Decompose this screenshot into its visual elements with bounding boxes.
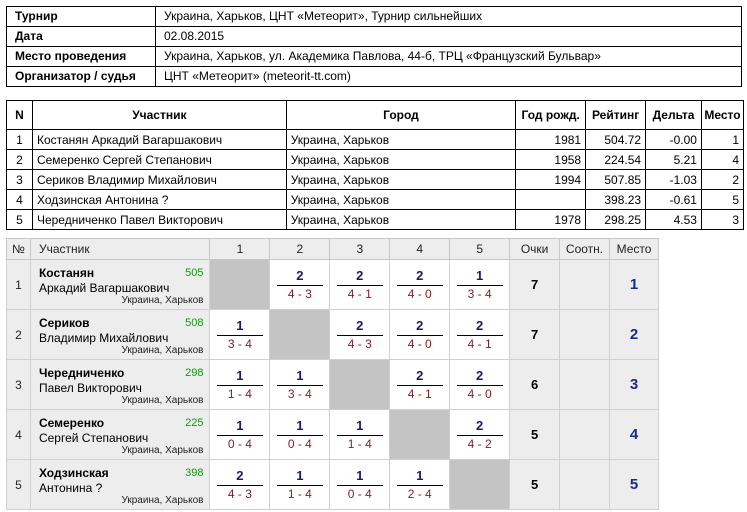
match-result-cell bbox=[450, 260, 510, 310]
participants-header-row bbox=[7, 101, 744, 130]
match-points: 1 bbox=[296, 417, 304, 433]
table-row bbox=[7, 410, 659, 460]
participant-rating: 508 bbox=[185, 317, 204, 329]
info-value: Украина, Харьков, ЦНТ «Метеорит», Турнир сильнейших bbox=[156, 7, 742, 27]
match-points: 1 bbox=[296, 367, 304, 383]
delta: -1.03 bbox=[646, 170, 702, 190]
table-row bbox=[7, 260, 659, 310]
result-divider bbox=[337, 285, 383, 286]
participant-surname: Семеренко bbox=[38, 416, 105, 430]
participant-city: Украина, Харьков bbox=[121, 395, 204, 406]
match-points: 2 bbox=[356, 317, 364, 333]
participant-name: Чередниченко Павел Викторович bbox=[32, 210, 286, 230]
participant-name: Сериков Владимир Михайлович bbox=[32, 170, 286, 190]
row-number: 3 bbox=[7, 360, 31, 410]
col-header-points: Очки bbox=[510, 239, 560, 260]
match-points: 2 bbox=[236, 467, 244, 483]
total-points: 5 bbox=[510, 460, 560, 510]
match-score: 4 - 3 bbox=[347, 336, 372, 351]
tournament-info-table bbox=[6, 6, 742, 87]
match-points: 1 bbox=[356, 417, 364, 433]
row-number: 4 bbox=[7, 410, 31, 460]
participant-rating: 298 bbox=[185, 367, 204, 379]
result-divider bbox=[397, 335, 443, 336]
table-row bbox=[7, 310, 659, 360]
birth-year: 1978 bbox=[516, 210, 586, 230]
result-divider bbox=[397, 485, 443, 486]
match-points: 2 bbox=[416, 367, 424, 383]
row-number: 5 bbox=[7, 210, 33, 230]
match-points: 1 bbox=[356, 467, 364, 483]
info-label: Турнир bbox=[7, 7, 156, 27]
match-points: 1 bbox=[476, 267, 484, 283]
match-points: 2 bbox=[296, 267, 304, 283]
col-header-opponent-2: 2 bbox=[270, 239, 330, 260]
match-score: 4 - 1 bbox=[407, 386, 432, 401]
final-place: 1 bbox=[609, 260, 658, 310]
participant-city: Украина, Харьков bbox=[286, 170, 516, 190]
birth-year: 1981 bbox=[516, 130, 586, 150]
result-divider bbox=[217, 435, 263, 436]
match-points: 1 bbox=[236, 417, 244, 433]
table-row bbox=[7, 170, 744, 190]
info-label: Организатор / судья bbox=[7, 67, 156, 87]
col-header-number: № bbox=[7, 239, 31, 260]
diagonal-cell bbox=[270, 310, 330, 360]
col-header-birth-year: Год рожд. bbox=[516, 101, 586, 130]
match-score: 0 - 4 bbox=[227, 436, 252, 451]
cross-results-table bbox=[6, 238, 659, 510]
participant-name: Семеренко Сергей Степанович bbox=[32, 150, 286, 170]
birth-year: 1958 bbox=[516, 150, 586, 170]
delta: 5.21 bbox=[646, 150, 702, 170]
result-divider bbox=[277, 485, 323, 486]
result-divider bbox=[457, 435, 503, 436]
match-points: 1 bbox=[416, 467, 424, 483]
place: 4 bbox=[701, 150, 743, 170]
match-result-cell bbox=[450, 310, 510, 360]
result-divider bbox=[397, 285, 443, 286]
col-header-opponent-4: 4 bbox=[390, 239, 450, 260]
match-score: 3 - 4 bbox=[287, 386, 312, 401]
participant-given-name: Павел Викторович bbox=[38, 381, 142, 395]
participant-cell bbox=[30, 260, 210, 310]
match-points: 2 bbox=[416, 317, 424, 333]
participant-surname: Костанян bbox=[38, 266, 95, 280]
match-points: 2 bbox=[476, 317, 484, 333]
match-result-cell bbox=[450, 410, 510, 460]
match-score: 1 - 4 bbox=[347, 436, 372, 451]
participant-given-name: Владимир Михайлович bbox=[38, 331, 169, 345]
ratio-value bbox=[560, 260, 610, 310]
match-score: 4 - 0 bbox=[467, 386, 492, 401]
participants-table bbox=[6, 100, 744, 230]
participant-given-name: Антонина ? bbox=[38, 481, 103, 495]
match-points: 2 bbox=[356, 267, 364, 283]
match-score: 1 - 4 bbox=[287, 486, 312, 501]
col-header-rating: Рейтинг bbox=[586, 101, 646, 130]
match-result-cell bbox=[210, 360, 270, 410]
result-divider bbox=[457, 335, 503, 336]
ratio-value bbox=[560, 410, 610, 460]
participant-rating: 505 bbox=[185, 267, 204, 279]
delta: -0.00 bbox=[646, 130, 702, 150]
rating: 507.85 bbox=[586, 170, 646, 190]
participant-rating: 398 bbox=[185, 467, 204, 479]
participant-city: Украина, Харьков bbox=[121, 495, 204, 506]
rating: 224.54 bbox=[586, 150, 646, 170]
result-divider bbox=[217, 335, 263, 336]
match-result-cell bbox=[270, 460, 330, 510]
col-header-opponent-3: 3 bbox=[330, 239, 390, 260]
participant-city: Украина, Харьков bbox=[286, 130, 516, 150]
result-divider bbox=[277, 285, 323, 286]
match-score: 4 - 2 bbox=[467, 436, 492, 451]
row-number: 1 bbox=[7, 260, 31, 310]
birth-year bbox=[516, 190, 586, 210]
match-result-cell bbox=[330, 410, 390, 460]
birth-year: 1994 bbox=[516, 170, 586, 190]
match-score: 4 - 3 bbox=[227, 486, 252, 501]
row-number: 2 bbox=[7, 310, 31, 360]
info-label: Дата bbox=[7, 27, 156, 47]
col-header-place: Место bbox=[609, 239, 658, 260]
match-result-cell bbox=[210, 410, 270, 460]
table-row bbox=[7, 190, 744, 210]
final-place: 5 bbox=[609, 460, 658, 510]
match-points: 2 bbox=[416, 267, 424, 283]
col-header-participant: Участник bbox=[32, 101, 286, 130]
table-row bbox=[7, 460, 659, 510]
cross-header-row bbox=[7, 239, 659, 260]
info-label: Место проведения bbox=[7, 47, 156, 67]
participant-given-name: Аркадий Вагаршакович bbox=[38, 281, 170, 295]
participant-rating: 225 bbox=[185, 417, 204, 429]
row-number: 2 bbox=[7, 150, 33, 170]
info-value: Украина, Харьков, ул. Академика Павлова, 44-б, ТРЦ «Французский Бульвар» bbox=[156, 47, 742, 67]
match-points: 1 bbox=[296, 467, 304, 483]
info-row-venue bbox=[7, 47, 742, 67]
result-divider bbox=[457, 385, 503, 386]
final-place: 3 bbox=[609, 360, 658, 410]
participant-city: Украина, Харьков bbox=[121, 345, 204, 356]
match-points: 2 bbox=[476, 367, 484, 383]
diagonal-cell bbox=[210, 260, 270, 310]
place: 2 bbox=[701, 170, 743, 190]
participant-city: Украина, Харьков bbox=[286, 150, 516, 170]
table-row bbox=[7, 130, 744, 150]
match-result-cell bbox=[330, 260, 390, 310]
match-points: 1 bbox=[236, 317, 244, 333]
result-divider bbox=[337, 485, 383, 486]
match-points: 2 bbox=[476, 417, 484, 433]
participant-city: Украина, Харьков bbox=[286, 190, 516, 210]
result-divider bbox=[217, 485, 263, 486]
match-result-cell bbox=[390, 260, 450, 310]
participant-cell bbox=[30, 360, 210, 410]
participant-cell bbox=[30, 310, 210, 360]
match-score: 1 - 4 bbox=[227, 386, 252, 401]
diagonal-cell bbox=[390, 410, 450, 460]
col-header-ratio: Соотн. bbox=[560, 239, 610, 260]
diagonal-cell bbox=[450, 460, 510, 510]
participant-name: Костанян Аркадий Вагаршакович bbox=[32, 130, 286, 150]
col-header-participant: Участник bbox=[30, 239, 210, 260]
match-result-cell bbox=[330, 310, 390, 360]
info-row-tournament bbox=[7, 7, 742, 27]
row-number: 5 bbox=[7, 460, 31, 510]
match-result-cell bbox=[270, 410, 330, 460]
match-result-cell bbox=[270, 260, 330, 310]
match-result-cell bbox=[390, 360, 450, 410]
table-row bbox=[7, 210, 744, 230]
participant-city: Украина, Харьков bbox=[121, 445, 204, 456]
info-row-organizer bbox=[7, 67, 742, 87]
result-divider bbox=[277, 385, 323, 386]
match-score: 3 - 4 bbox=[227, 336, 252, 351]
info-value: 02.08.2015 bbox=[156, 27, 742, 47]
ratio-value bbox=[560, 360, 610, 410]
match-points: 1 bbox=[236, 367, 244, 383]
place: 3 bbox=[701, 210, 743, 230]
place: 1 bbox=[701, 130, 743, 150]
result-divider bbox=[337, 335, 383, 336]
total-points: 7 bbox=[510, 260, 560, 310]
rating: 298.25 bbox=[586, 210, 646, 230]
col-header-city: Город bbox=[286, 101, 516, 130]
info-row-date bbox=[7, 27, 742, 47]
diagonal-cell bbox=[330, 360, 390, 410]
participant-surname: Чередниченко bbox=[38, 366, 125, 380]
col-header-delta: Дельта bbox=[646, 101, 702, 130]
participant-cell bbox=[30, 410, 210, 460]
result-divider bbox=[457, 285, 503, 286]
col-header-place: Место bbox=[701, 101, 743, 130]
participant-city: Украина, Харьков bbox=[286, 210, 516, 230]
result-divider bbox=[337, 435, 383, 436]
table-row bbox=[7, 360, 659, 410]
match-score: 0 - 4 bbox=[347, 486, 372, 501]
match-result-cell bbox=[330, 460, 390, 510]
info-value: ЦНТ «Метеорит» (meteorit-tt.com) bbox=[156, 67, 742, 87]
match-score: 0 - 4 bbox=[287, 436, 312, 451]
match-score: 4 - 0 bbox=[407, 286, 432, 301]
participant-name: Ходзинская Антонина ? bbox=[32, 190, 286, 210]
row-number: 1 bbox=[7, 130, 33, 150]
delta: 4.53 bbox=[646, 210, 702, 230]
row-number: 3 bbox=[7, 170, 33, 190]
match-result-cell bbox=[450, 360, 510, 410]
match-score: 4 - 1 bbox=[347, 286, 372, 301]
result-divider bbox=[397, 385, 443, 386]
participant-surname: Сериков bbox=[38, 316, 90, 330]
match-result-cell bbox=[390, 310, 450, 360]
total-points: 7 bbox=[510, 310, 560, 360]
ratio-value bbox=[560, 460, 610, 510]
col-header-number: N bbox=[7, 101, 33, 130]
rating: 398.23 bbox=[586, 190, 646, 210]
participant-cell bbox=[30, 460, 210, 510]
col-header-opponent-5: 5 bbox=[450, 239, 510, 260]
delta: -0.61 bbox=[646, 190, 702, 210]
final-place: 2 bbox=[609, 310, 658, 360]
col-header-opponent-1: 1 bbox=[210, 239, 270, 260]
rating: 504.72 bbox=[586, 130, 646, 150]
row-number: 4 bbox=[7, 190, 33, 210]
match-result-cell bbox=[210, 460, 270, 510]
match-result-cell bbox=[270, 360, 330, 410]
match-score: 2 - 4 bbox=[407, 486, 432, 501]
match-score: 4 - 0 bbox=[407, 336, 432, 351]
match-score: 3 - 4 bbox=[467, 286, 492, 301]
result-divider bbox=[217, 385, 263, 386]
result-divider bbox=[277, 435, 323, 436]
participant-city: Украина, Харьков bbox=[121, 295, 204, 306]
match-score: 4 - 3 bbox=[287, 286, 312, 301]
place: 5 bbox=[701, 190, 743, 210]
match-score: 4 - 1 bbox=[467, 336, 492, 351]
table-row bbox=[7, 150, 744, 170]
final-place: 4 bbox=[609, 410, 658, 460]
total-points: 6 bbox=[510, 360, 560, 410]
participant-given-name: Сергей Степанович bbox=[38, 431, 149, 445]
ratio-value bbox=[560, 310, 610, 360]
participant-surname: Ходзинская bbox=[38, 466, 109, 480]
match-result-cell bbox=[390, 460, 450, 510]
match-result-cell bbox=[210, 310, 270, 360]
total-points: 5 bbox=[510, 410, 560, 460]
